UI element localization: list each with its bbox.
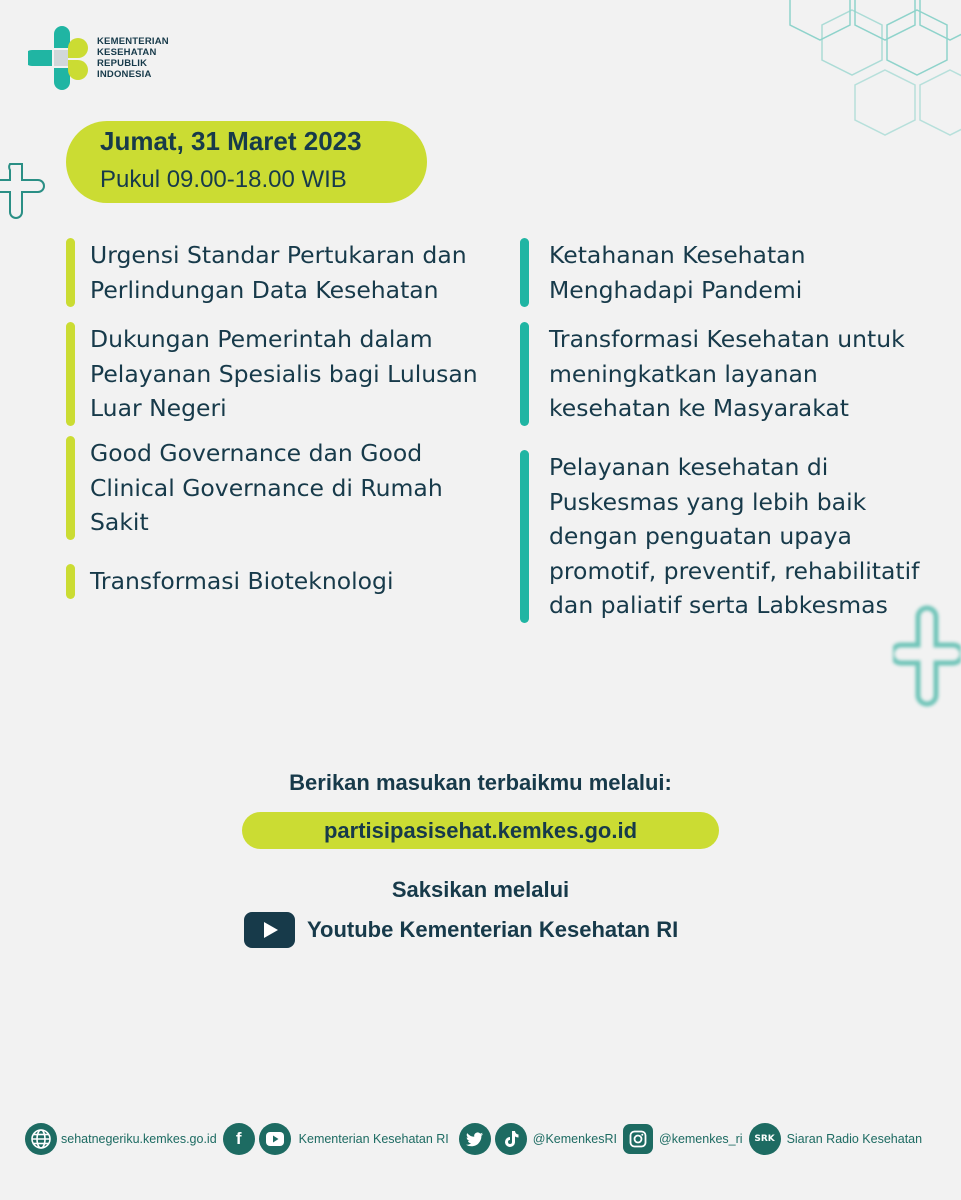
topic-line: Luar Negeri bbox=[90, 394, 227, 422]
feedback-title: Berikan masukan terbaikmu melalui: bbox=[289, 770, 672, 795]
event-date: Jumat, 31 Maret 2023 bbox=[100, 126, 362, 156]
topic-line: Dukungan Pemerintah dalam bbox=[90, 325, 433, 353]
topic-item bbox=[520, 322, 905, 426]
youtube-icon[interactable] bbox=[259, 1123, 291, 1155]
topic-line: Perlindungan Data Kesehatan bbox=[90, 275, 439, 304]
radio-label[interactable]: Siaran Radio Kesehatan bbox=[786, 1132, 923, 1146]
topic-item bbox=[66, 564, 393, 599]
youtube-channel-link[interactable] bbox=[244, 912, 678, 948]
footer-social-bar bbox=[25, 1122, 928, 1156]
twitter-icon[interactable] bbox=[459, 1123, 491, 1155]
radio-badge-label: SRK bbox=[754, 1134, 775, 1144]
topic-line: Transformasi Kesehatan untuk bbox=[549, 325, 905, 353]
topic-bullet-bar bbox=[66, 436, 75, 540]
watch-title: Saksikan melalui bbox=[391, 877, 570, 902]
plus-outline-decoration-left bbox=[0, 160, 50, 222]
youtube-play-icon bbox=[244, 912, 295, 948]
tiktok-icon[interactable] bbox=[495, 1123, 527, 1155]
event-time: Pukul 09.00-18.00 WIB bbox=[100, 166, 347, 193]
instagram-handle[interactable]: @kemenkes_ri bbox=[659, 1132, 743, 1146]
topic-item bbox=[66, 322, 478, 426]
topic-line: Pelayanan kesehatan di bbox=[549, 453, 829, 481]
logo-line: KESEHATAN bbox=[97, 47, 157, 58]
topic-line: Urgensi Standar Pertukaran dan bbox=[90, 241, 467, 269]
topic-item bbox=[520, 238, 805, 307]
globe-icon bbox=[25, 1123, 57, 1155]
topic-item bbox=[66, 238, 467, 307]
topic-line: meningkatkan layanan bbox=[549, 359, 818, 388]
topic-line: promotif, preventif, rehabilitatif bbox=[549, 556, 920, 585]
instagram-icon[interactable] bbox=[623, 1124, 653, 1154]
topic-bullet-bar bbox=[520, 322, 529, 426]
hexagon-pattern-decoration bbox=[780, 0, 961, 150]
topic-bullet-bar bbox=[66, 564, 75, 599]
twitter-tiktok-handle[interactable]: @KemenkesRI bbox=[532, 1132, 617, 1146]
feedback-link[interactable]: partisipasisehat.kemkes.go.id bbox=[242, 812, 719, 849]
topic-item bbox=[66, 436, 443, 540]
youtube-channel-label: Youtube Kementerian Kesehatan RI bbox=[307, 917, 679, 942]
topic-item bbox=[520, 450, 919, 623]
website-link[interactable]: sehatnegeriku.kemkes.go.id bbox=[61, 1132, 217, 1146]
topic-bullet-bar bbox=[520, 450, 529, 623]
logo-line: INDONESIA bbox=[97, 69, 152, 80]
topic-line: dengan penguatan upaya bbox=[549, 522, 852, 550]
topic-line: Puskesmas yang lebih baik bbox=[549, 487, 867, 516]
topic-line: Pelayanan Spesialis bagi Lulusan bbox=[90, 359, 478, 388]
topic-bullet-bar bbox=[66, 322, 75, 426]
topic-line: Menghadapi Pandemi bbox=[549, 275, 803, 304]
topic-line: dan paliatif serta Labkesmas bbox=[549, 591, 888, 619]
topic-line: Clinical Governance di Rumah bbox=[90, 473, 443, 502]
topic-line: Sakit bbox=[90, 508, 149, 536]
kemenkes-logo-icon bbox=[28, 26, 92, 90]
logo-line: KEMENTERIAN bbox=[97, 36, 169, 47]
youtube-handle[interactable]: Kementerian Kesehatan RI bbox=[298, 1132, 449, 1146]
facebook-icon[interactable]: f bbox=[223, 1123, 255, 1155]
topic-line: Ketahanan Kesehatan bbox=[549, 241, 806, 269]
topic-bullet-bar bbox=[520, 238, 529, 307]
topic-line: Transformasi Bioteknologi bbox=[90, 567, 394, 595]
topic-line: kesehatan ke Masyarakat bbox=[549, 394, 850, 422]
topic-bullet-bar bbox=[66, 238, 75, 307]
radio-srk-icon[interactable] bbox=[749, 1123, 781, 1155]
logo-line: REPUBLIK bbox=[97, 58, 148, 69]
topic-line: Good Governance dan Good bbox=[90, 439, 423, 467]
logo-text bbox=[97, 36, 169, 80]
